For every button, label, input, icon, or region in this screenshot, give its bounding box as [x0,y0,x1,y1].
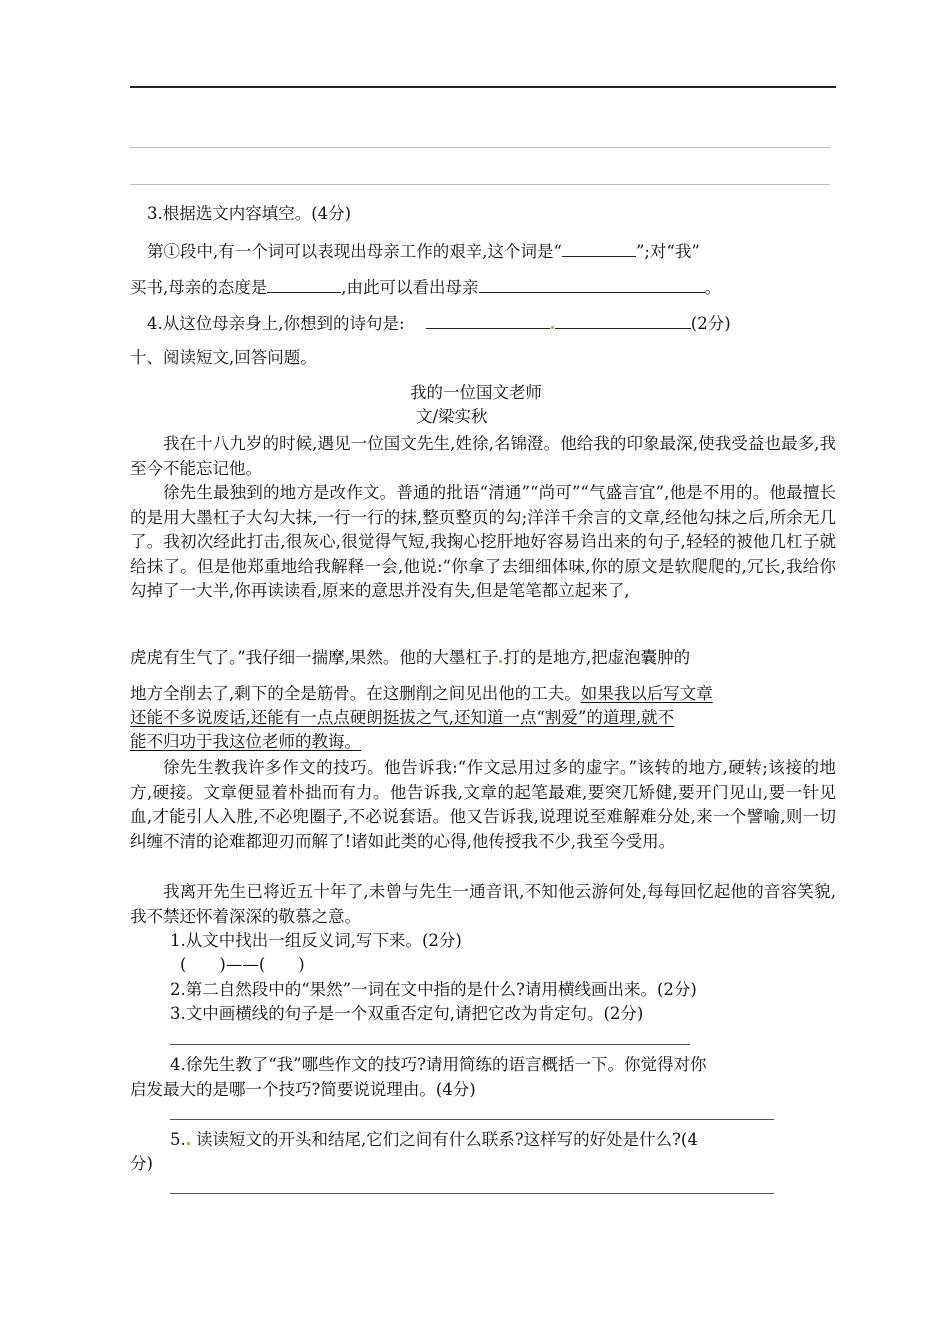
answer-line [170,1119,774,1120]
article-title: 我的一位国文老师 [410,383,542,402]
answer-line [170,1044,690,1045]
mark-dot [187,1142,190,1145]
answer-line [170,1193,774,1194]
question-1-blank[interactable]: ( )——( ) [180,955,305,974]
fill-blank[interactable] [426,311,550,329]
q3-line1: 第①段中,有一个词可以表现出母亲工作的艰辛,这个词是“ ”;对“我” [147,239,700,263]
section-heading: 十、阅读短文,回答问题。 [130,348,317,367]
fill-blank[interactable] [555,311,691,329]
question-1: 1.从文中找出一组反义词,写下来。(2分) [170,931,462,950]
article-paragraph-3: 徐先生教我许多作文的技巧。他告诉我:“作文忌用过多的虚字。”该转的地方,硬转;该接的地方,硬接。文章便显着朴拙而有力。他告诉我,文章的起笔最难,要突兀矫健,要开门见山,要一针见血,才能引人入胜,不必兜圈子,不必说套语。他又告诉我,说理说至难解难分处,来一个譬喻,则一切纠缠不清的论难都迎刃而解了!诸如此类的心得,他传授我不少,我至今受用。 [130,758,836,851]
underlined-sentence: 能不归功于我这位老师的教诲。 [130,732,361,751]
question-4-line1: 4.徐先生教了“我”哪些作文的技巧?请用简练的语言概括一下。你觉得对你 [170,1055,707,1074]
top-rule [130,86,836,88]
mark-dot [551,326,554,329]
question-2: 2.第二自然段中的“果然”一词在文中指的是什么?请用横线画出来。(2分) [170,980,697,999]
question-4-line2: 启发最大的是哪一个技巧?简要说说理由。(4分) [130,1080,476,1099]
question-5-line2: 分) [130,1154,153,1173]
article-paragraph-4: 我离开先生已将近五十年了,未曾与先生一通音讯,不知他云游何处,每每回忆起他的音容笑貌,我不禁还怀着深深的敬慕之意。 [130,882,836,926]
underlined-sentence: 如果我以后写文章 [580,684,713,703]
question-3: 3.文中画横线的句子是一个双重否定句,请把它改为肯定句。(2分) [170,1004,644,1023]
question-5-line1: 5. 读读短文的开头和结尾,它们之间有什么联系?这样写的好处是什么?(4 [170,1130,698,1149]
article-paragraph-2-line: 虎虎有生气了。”我仔细一揣摩,果然。他的大墨杠子 打的是地方,把虚泡囊肿的 [130,648,691,667]
q4-question: 4.从这位母亲身上,你想到的诗句是: (2分) [147,311,731,335]
answer-line [130,184,830,185]
mark-dot [499,660,502,663]
article-paragraph-2-line: 地方全削去了,剩下的全是筋骨。在这删削之间见出他的工夫。如果我以后写文章 [130,684,713,703]
fill-blank[interactable] [479,275,705,293]
answer-line [130,147,830,148]
fill-blank[interactable] [562,239,636,257]
underlined-sentence: 还能不多说废话,还能有一点点硬朗挺拔之气,还知道一点“割爱”的道理,就不 [130,708,675,727]
fill-blank[interactable] [267,275,341,293]
article-author: 文/梁实秋 [416,407,488,426]
q3-line2: 买书,母亲的态度是 ,由此可以看出母亲 。 [130,275,721,299]
article-paragraph-2: 徐先生最独到的地方是改作文。普通的批语“清通”“尚可”“气盛言宜”,他是不用的。他最擅长的是用大墨杠子大勾大抹,一行一行的抹,整页整页的勾;洋洋千余言的文章,经他勾抹之后,所余无几了。我初次经此打击,很灰心,很觉得气短,我掬心挖肝地好容易诌出来的句子,轻轻的被他几杠子就给抹了。但是他郑重地给我解释一会,他说:“你拿了去细细体味,你的原文是软爬爬的,冗长,我给你勾掉了一大半,你再读读看,原来的意思并没有失,但是笔笔都立起来了, [130,483,836,600]
q3-title: 3.根据选文内容填空。(4分) [147,204,352,223]
article-paragraph-1: 我在十八九岁的时候,遇见一位国文先生,姓徐,名锦澄。他给我的印象最深,使我受益也最多,我至今不能忘记他。 [130,434,836,478]
